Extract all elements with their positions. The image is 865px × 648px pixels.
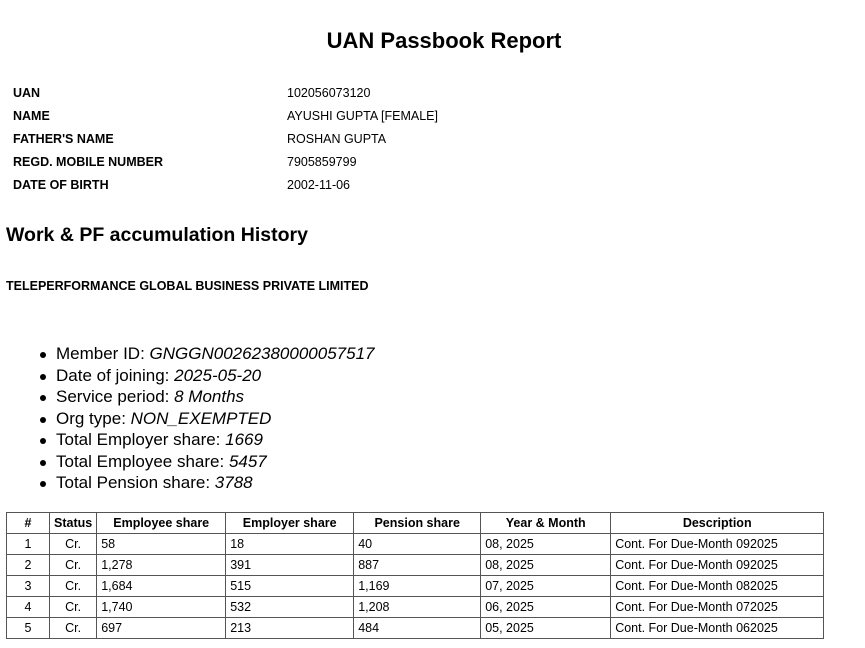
cell-employer-share: 515	[226, 576, 354, 597]
detail-value: 1669	[225, 430, 263, 449]
detail-value: 2025-05-20	[174, 365, 262, 385]
cell-employee-share: 1,278	[97, 555, 226, 576]
info-value: 7905859799	[287, 155, 357, 169]
table-row	[7, 618, 824, 639]
info-label: NAME	[13, 109, 50, 123]
member-details-list	[40, 343, 374, 494]
detail-pension-share	[40, 472, 374, 494]
detail-org-type	[40, 408, 374, 430]
cell-year-month: 07, 2025	[481, 576, 611, 597]
table-header-row	[7, 513, 824, 534]
employer-name: TELEPERFORMANCE GLOBAL BUSINESS PRIVATE LIMITED	[6, 279, 369, 293]
table-row	[7, 534, 824, 555]
column-header-employer-share: Employer share	[226, 513, 354, 534]
detail-label: Total Pension share:	[56, 473, 211, 492]
cell-year-month: 05, 2025	[481, 618, 611, 639]
table-row	[7, 555, 824, 576]
detail-label: Service period:	[56, 387, 170, 406]
cell-employer-share: 391	[226, 555, 354, 576]
cell-pension-share: 40	[354, 534, 481, 555]
info-label: REGD. MOBILE NUMBER	[13, 155, 163, 169]
detail-label: Member ID:	[56, 344, 145, 363]
cell-year-month: 08, 2025	[481, 534, 611, 555]
cell-employee-share: 58	[97, 534, 226, 555]
detail-label: Org type:	[56, 408, 126, 428]
info-label: DATE OF BIRTH	[13, 178, 109, 192]
column-header-description: Description	[611, 513, 824, 534]
detail-date-of-joining	[40, 365, 374, 387]
detail-service-period	[40, 386, 374, 408]
table-row	[7, 597, 824, 618]
detail-label: Total Employee share:	[56, 451, 225, 471]
cell-employee-share: 697	[97, 618, 226, 639]
info-value: AYUSHI GUPTA [FEMALE]	[287, 109, 438, 123]
cell-number: 2	[7, 555, 50, 576]
detail-label: Date of joining:	[56, 365, 170, 385]
cell-number: 4	[7, 597, 50, 618]
info-value: 102056073120	[287, 86, 371, 100]
cell-status: Cr.	[50, 618, 97, 639]
cell-employee-share: 1,684	[97, 576, 226, 597]
cell-description: Cont. For Due-Month 082025	[611, 576, 824, 597]
cell-pension-share: 1,208	[354, 597, 481, 618]
detail-value: 8 Months	[174, 387, 245, 406]
cell-number: 5	[7, 618, 50, 639]
info-value: 2002-11-06	[287, 178, 351, 192]
detail-employer-share	[40, 429, 374, 451]
cell-status: Cr.	[50, 555, 97, 576]
cell-description: Cont. For Due-Month 072025	[611, 597, 824, 618]
info-label: UAN	[13, 86, 41, 100]
cell-pension-share: 1,169	[354, 576, 481, 597]
section-heading: Work & PF accumulation History	[6, 224, 308, 246]
detail-employee-share	[40, 451, 374, 473]
detail-value: GNGGN00262380000057517	[149, 344, 375, 363]
cell-pension-share: 887	[354, 555, 481, 576]
cell-description: Cont. For Due-Month 092025	[611, 555, 824, 576]
column-header-number: #	[7, 513, 50, 534]
column-header-status: Status	[50, 513, 97, 534]
cell-employer-share: 213	[226, 618, 354, 639]
column-header-pension-share: Pension share	[354, 513, 481, 534]
cell-number: 1	[7, 534, 50, 555]
detail-value: NON_EXEMPTED	[130, 408, 272, 428]
passbook-table	[6, 512, 824, 639]
table-row	[7, 576, 824, 597]
cell-status: Cr.	[50, 576, 97, 597]
info-value: ROSHAN GUPTA	[287, 132, 387, 146]
cell-pension-share: 484	[354, 618, 481, 639]
detail-value: 3788	[214, 473, 253, 492]
cell-year-month: 06, 2025	[481, 597, 611, 618]
info-label: FATHER'S NAME	[13, 132, 114, 146]
cell-employee-share: 1,740	[97, 597, 226, 618]
cell-year-month: 08, 2025	[481, 555, 611, 576]
detail-label: Total Employer share:	[56, 430, 221, 449]
detail-member-id	[40, 343, 374, 365]
cell-employer-share: 532	[226, 597, 354, 618]
column-header-year-month: Year & Month	[481, 513, 611, 534]
cell-status: Cr.	[50, 597, 97, 618]
cell-status: Cr.	[50, 534, 97, 555]
cell-description: Cont. For Due-Month 092025	[611, 534, 824, 555]
cell-employer-share: 18	[226, 534, 354, 555]
cell-description: Cont. For Due-Month 062025	[611, 618, 824, 639]
cell-number: 3	[7, 576, 50, 597]
detail-value: 5457	[228, 451, 267, 471]
column-header-employee-share: Employee share	[97, 513, 226, 534]
report-title: UAN Passbook Report	[326, 28, 562, 53]
